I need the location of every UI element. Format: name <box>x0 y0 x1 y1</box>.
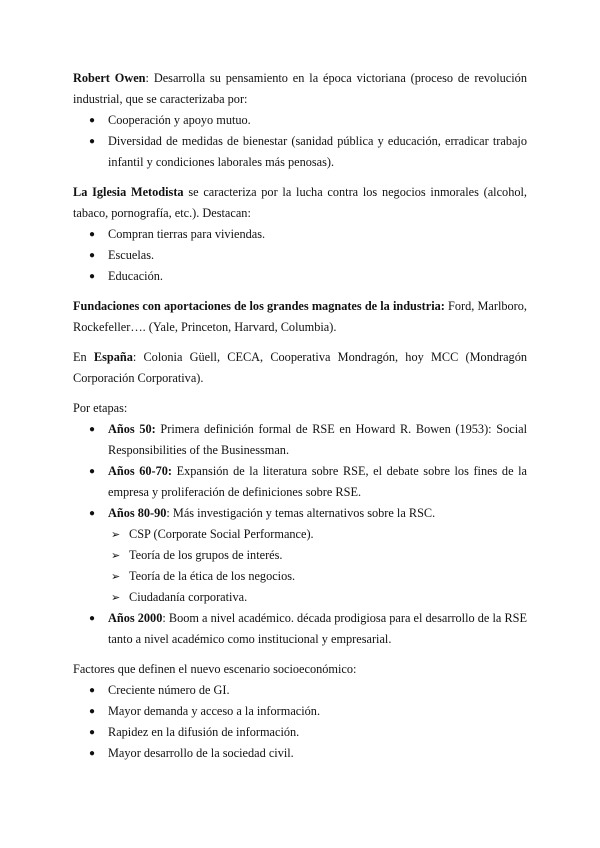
list-item: ➢ Teoría de los grupos de interés. <box>73 545 527 566</box>
arrow-bullet-icon: ➢ <box>111 528 121 541</box>
bullet-icon: ● <box>89 613 96 624</box>
term-robert-owen: Robert Owen <box>73 71 146 85</box>
document-body <box>73 68 527 773</box>
list-item: ● Mayor demanda y acceso a la información. <box>73 701 527 722</box>
list-item: ➢ Ciudadanía corporativa. <box>73 587 527 608</box>
list-item: ➢ Teoría de la ética de los negocios. <box>73 566 527 587</box>
bullet-icon: ● <box>89 250 96 261</box>
list-item: ● Creciente número de GI. <box>73 680 527 701</box>
etapas-intro: Por etapas: <box>73 401 128 415</box>
paragraph-metodista <box>73 182 527 224</box>
paragraph-espana: En España: Colonia Güell, CECA, Cooperativa Mondragón, hoy MCC (Mondragón Corporación Corporativa). <box>73 350 527 385</box>
section-espana <box>73 347 527 389</box>
bullet-icon: ● <box>89 508 96 519</box>
bullet-icon: ● <box>89 685 96 696</box>
arrow-bullet-icon: ➢ <box>111 570 121 583</box>
section-factores <box>73 659 527 764</box>
list-item: ● Rapidez en la difusión de información. <box>73 722 527 743</box>
bullet-icon: ● <box>89 229 96 240</box>
fundaciones-text: Ford, Marlboro, Rockefeller…. (Yale, Princeton, Harvard, Columbia). <box>73 299 527 334</box>
term-iglesia-metodista: La Iglesia Metodista <box>73 185 184 199</box>
bullet-icon: ● <box>89 136 96 147</box>
bullet-icon: ● <box>89 271 96 282</box>
metodista-text: se caracteriza por la lucha contra los negocios inmorales (alcohol, tabaco, pornografía, etc.). Destacan: <box>73 185 527 220</box>
etapas-list <box>73 419 527 650</box>
bullet-icon: ● <box>89 706 96 717</box>
term-espana: España <box>93 350 133 364</box>
list-item: ● Escuelas. <box>73 245 527 266</box>
list-item: ● Años 2000: Boom a nivel académico. década prodigiosa para el desarrollo de la RSE tanto a nivel académico como institucional y empresarial. <box>73 608 527 650</box>
owen-text: : Desarrolla su pensamiento en la época victoriana (proceso de revolución industrial, que se caracterizaba por: <box>73 71 527 106</box>
list-item: ● Años 80-90: Más investigación y temas alternativos sobre la RSC. ➢ CSP (Corporate Social Performance). ➢ Teoría de los grupos de interés. ➢ Teoría de la ética de los negocios. ➢ Ciudadanía corporativa. <box>73 503 527 608</box>
section-fundaciones <box>73 296 527 338</box>
arrow-bullet-icon: ➢ <box>111 549 121 562</box>
factores-list <box>73 680 527 764</box>
bullet-icon: ● <box>89 466 96 477</box>
paragraph-fundaciones <box>73 296 527 338</box>
list-item: ● Compran tierras para viviendas. <box>73 224 527 245</box>
bullet-icon: ● <box>89 727 96 738</box>
list-item: ● Años 60-70: Expansión de la literatura sobre RSE, el debate sobre los fines de la empresa y proliferación de definiciones sobre RSE. <box>73 461 527 503</box>
factores-intro: Factores que definen el nuevo escenario socioeconómico: <box>73 662 357 676</box>
list-item: ● Educación. <box>73 266 527 287</box>
section-iglesia-metodista <box>73 182 527 287</box>
section-etapas <box>73 398 527 650</box>
etapas-sublist <box>73 524 527 608</box>
bullet-icon: ● <box>89 424 96 435</box>
bullet-icon: ● <box>89 748 96 759</box>
metodista-list <box>73 224 527 287</box>
paragraph-owen <box>73 68 527 110</box>
list-item: ● Años 50: Primera definición formal de RSE en Howard R. Bowen (1953): Social Responsibilities of the Businessman. <box>73 419 527 461</box>
espana-text: : Colonia Güell, CECA, Cooperativa Mondragón, hoy MCC (Mondragón Corporación Corporativa). <box>73 350 527 385</box>
section-robert-owen <box>73 68 527 173</box>
list-item: ➢ CSP (Corporate Social Performance). <box>73 524 527 545</box>
bullet-icon: ● <box>89 115 96 126</box>
list-item: ● Diversidad de medidas de bienestar (sanidad pública y educación, erradicar trabajo infantil y condiciones laborales más penosas). <box>73 131 527 173</box>
list-item: ● Cooperación y apoyo mutuo. <box>73 110 527 131</box>
owen-list <box>73 110 527 173</box>
list-item: ● Mayor desarrollo de la sociedad civil. <box>73 743 527 764</box>
arrow-bullet-icon: ➢ <box>111 591 121 604</box>
term-fundaciones: Fundaciones con aportaciones de los grandes magnates de la industria: <box>73 299 445 313</box>
